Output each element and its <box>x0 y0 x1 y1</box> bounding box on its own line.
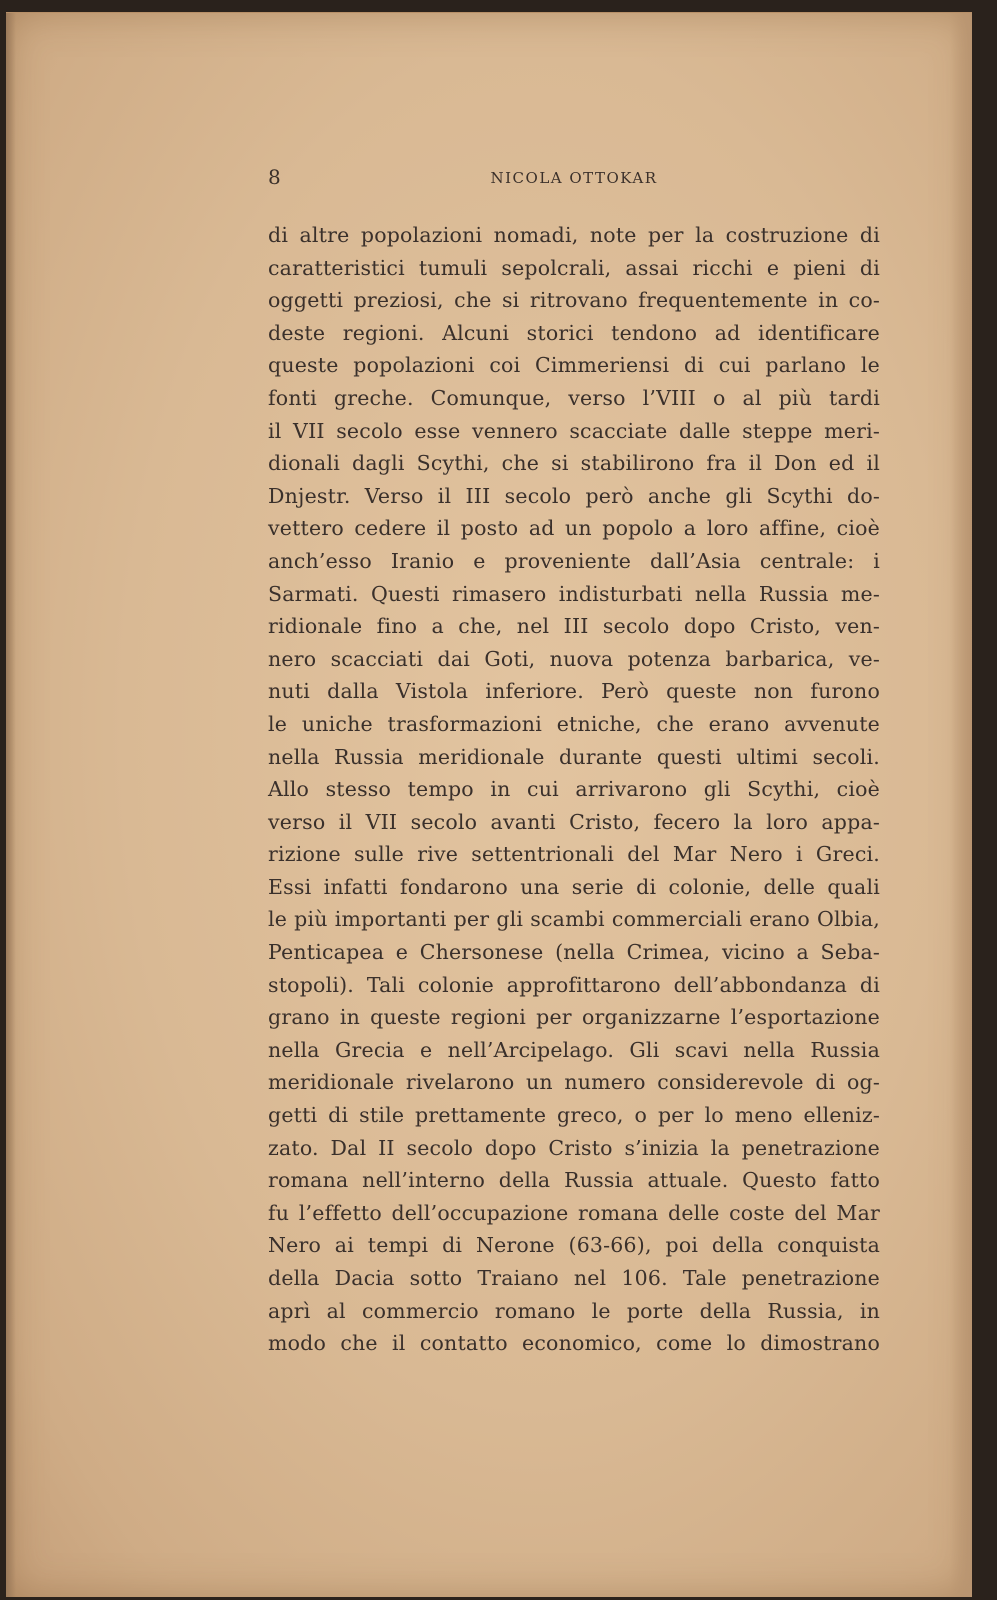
text-line: stopoli). Tali colonie approfittarono dell’abbondanza di <box>268 972 880 997</box>
text-line: modo che il contatto economico, come lo dimostrano <box>268 1331 880 1356</box>
text-line: queste popolazioni coi Cimmeriensi di cui parlano le <box>268 353 880 378</box>
text-line: zato. Dal II secolo dopo Cristo s’inizia la penetrazione <box>268 1135 880 1160</box>
text-line: Allo stesso tempo in cui arrivarono gli Scythi, cioè <box>268 777 880 802</box>
text-line: dionali dagli Scythi, che si stabilirono fra il Don ed il <box>268 451 880 476</box>
text-line: della Dacia sotto Traiano nel 106. Tale penetrazione <box>268 1266 880 1290</box>
text-line: ridionale fino a che, nel III secolo dopo Cristo, ven- <box>268 614 880 639</box>
running-head: NICOLA OTTOKAR <box>490 169 658 187</box>
text-line: oggetti preziosi, che si ritrovano frequentemente in co- <box>268 288 880 313</box>
text-line: nella Russia meridionale durante questi ultimi secoli. <box>268 744 880 769</box>
text-line: nuti dalla Vistola inferiore. Però queste non furono <box>268 679 880 704</box>
text-line: verso il VII secolo avanti Cristo, fecero la loro appa- <box>268 809 880 834</box>
text-line: vettero cedere il posto ad un popolo a loro affine, cioè <box>268 516 880 541</box>
text-line: meridionale rivelarono un numero considerevole di og- <box>268 1070 880 1095</box>
text-line: anch’esso Iranio e proveniente dall’Asia centrale: i <box>268 548 880 573</box>
page-left-edge <box>6 13 16 1597</box>
text-line: Sarmati. Questi rimasero indisturbati nella Russia me- <box>268 581 880 606</box>
text-line: caratteristici tumuli sepolcrali, assai ricchi e pieni di <box>268 255 880 280</box>
page-right-edge <box>950 13 972 1597</box>
text-line: Penticapea e Chersonese (nella Crimea, vicino a Seba- <box>268 940 880 965</box>
page-number: 8 <box>268 165 281 189</box>
text-line: Dnjestr. Verso il III secolo però anche gli Scythi do- <box>268 483 880 508</box>
text-line: Essi infatti fondarono una serie di colonie, delle quali <box>268 874 880 899</box>
text-line: grano in queste regioni per organizzarne l’esportazione <box>268 1005 880 1030</box>
text-line: deste regioni. Alcuni storici tendono ad identificare <box>268 320 880 345</box>
text-line: rizione sulle rive settentrionali del Mar Nero i Greci. <box>268 842 880 867</box>
book-page <box>6 12 972 1597</box>
text-line: getti di stile prettamente greco, o per lo meno elleniz- <box>268 1103 880 1128</box>
text-line: romana nell’interno della Russia attuale. Questo fatto <box>268 1168 880 1193</box>
text-line: le più importanti per gli scambi commerciali erano Olbia, <box>268 907 880 932</box>
text-line: aprì al commercio romano le porte della Russia, in <box>268 1298 880 1323</box>
text-line: nero scacciati dai Goti, nuova potenza barbarica, ve- <box>268 646 880 671</box>
text-line: fu l’effetto dell’occupazione romana delle coste del Mar <box>268 1200 880 1225</box>
page-header <box>268 165 880 193</box>
text-line: di altre popolazioni nomadi, note per la costruzione di <box>268 223 880 247</box>
text-line: Nero ai tempi di Nerone (63-66), poi della conquista <box>268 1233 880 1258</box>
text-line: nella Grecia e nell’Arcipelago. Gli scavi nella Russia <box>268 1037 880 1062</box>
text-line: il VII secolo esse vennero scacciate dalle steppe meri- <box>268 418 880 443</box>
text-line: le uniche trasformazioni etniche, che erano avvenute <box>268 711 880 736</box>
body-text <box>268 219 880 1360</box>
text-line: fonti greche. Comunque, verso l’VIII o al più tardi <box>268 385 880 410</box>
